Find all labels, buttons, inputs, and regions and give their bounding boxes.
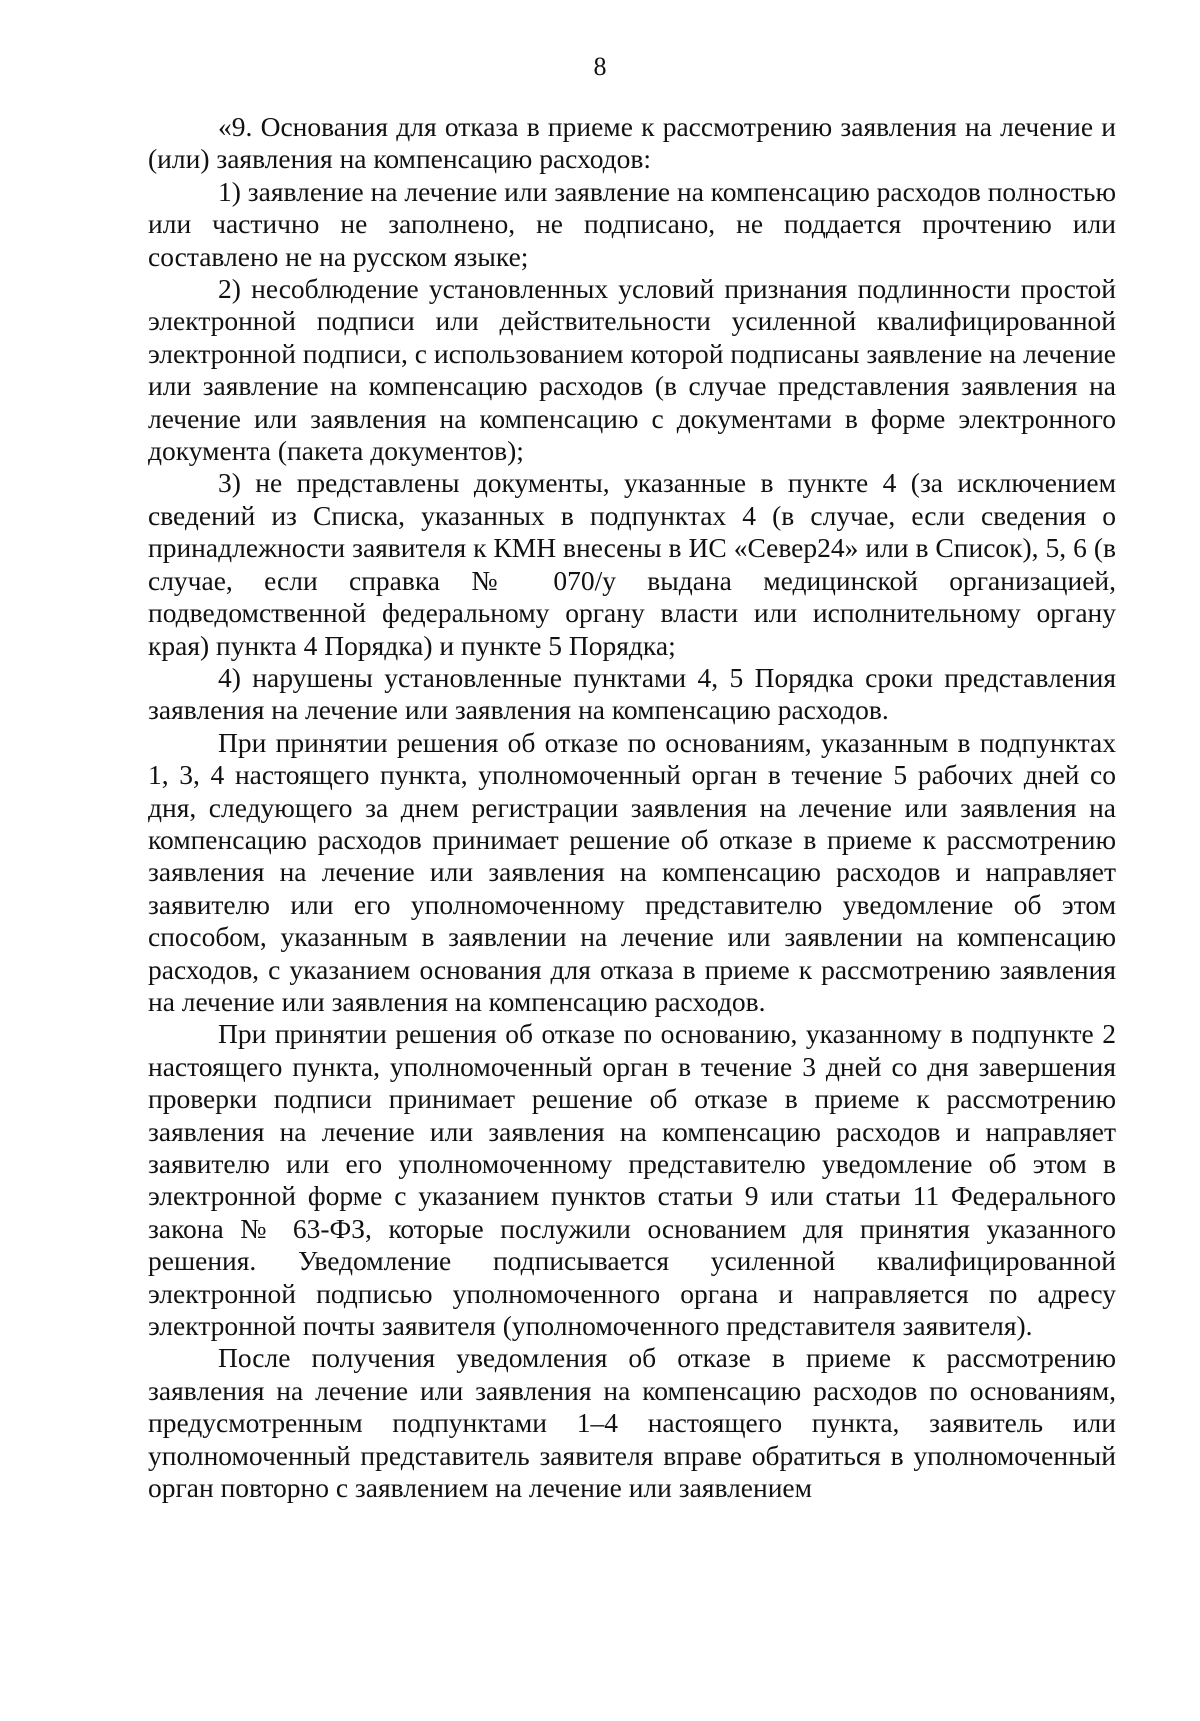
paragraph-subitem-1: 1) заявление на лечение или заявление на компенсацию расходов полностью или частично не заполнено, не подписано, не поддается прочтению или составлено не на русском языке; xyxy=(148,175,1116,272)
paragraph-subitem-2: 2) несоблюдение установленных условий признания подлинности простой электронной подписи или действительности усиленной квалифицированной электронной подписи, с использованием которой подписаны заявление на лечение или заявление на компенсацию расходов (в случае представления заявления на лечение или заявления на компенсацию с документами в форме электронного документа (пакета документов); xyxy=(148,273,1116,467)
paragraph-repeat-application: После получения уведомления об отказе в приеме к рассмотрению заявления на лечение или заявления на компенсацию расходов по основаниям, предусмотренным подпунктами 1–4 настоящего пункта, заявитель или уполномоченный представитель заявителя вправе обратиться в уполномоченный орган повторно с заявлением на лечение или заявлением xyxy=(148,1342,1116,1504)
page-number: 8 xyxy=(593,52,607,81)
document-body xyxy=(148,111,1116,1504)
paragraph-subitem-4: 4) нарушены установленные пунктами 4, 5 Порядка сроки представления заявления на лечение или заявления на компенсацию расходов. xyxy=(148,661,1116,726)
paragraph-refusal-grounds-1-3-4: При принятии решения об отказе по основаниям, указанным в подпунктах 1, 3, 4 настоящего пункта, уполномоченный орган в течение 5 рабочих дней со дня, следующего за днем регистрации заявления на лечение или заявления на компенсацию расходов принимает решение об отказе в приеме к рассмотрению заявления на лечение или заявления на компенсацию расходов и направляет заявителю или его уполномоченному представителю уведомление об этом способом, указанным в заявлении на лечение или заявлении на компенсацию расходов, с указанием основания для отказа в приеме к рассмотрению заявления на лечение или заявления на компенсацию расходов. xyxy=(148,726,1116,1017)
paragraph-heading-item-9: «9. Основания для отказа в приеме к рассмотрению заявления на лечение и (или) заявления на компенсацию расходов: xyxy=(148,111,1116,175)
paragraph-refusal-ground-2: При принятии решения об отказе по основанию, указанному в подпункте 2 настоящего пункта, уполномоченный орган в течение 3 дней со дня завершения проверки подписи принимает решение об отказе в приеме к рассмотрению заявления на лечение или заявления на компенсацию расходов и направляет заявителю или его уполномоченному представителю уведомление об этом в электронной форме с указанием пунктов статьи 9 или статьи 11 Федерального закона № 63-ФЗ, которые послужили основанием для принятия указанного решения. Уведомление подписывается усиленной квалифицированной электронной подписью уполномоченного органа и направляется по адресу электронной почты заявителя (уполномоченного представителя заявителя). xyxy=(148,1018,1116,1342)
paragraph-subitem-3: 3) не представлены документы, указанные в пункте 4 (за исключением сведений из Списка, указанных в подпунктах 4 (в случае, если сведения о принадлежности заявителя к КМН внесены в ИС «Север24» или в Список), 5, 6 (в случае, если справка № 070/у выдана медицинской организацией, подведомственной федеральному органу власти или исполнительному органу края) пункта 4 Порядка) и пункте 5 Порядка; xyxy=(148,467,1116,661)
